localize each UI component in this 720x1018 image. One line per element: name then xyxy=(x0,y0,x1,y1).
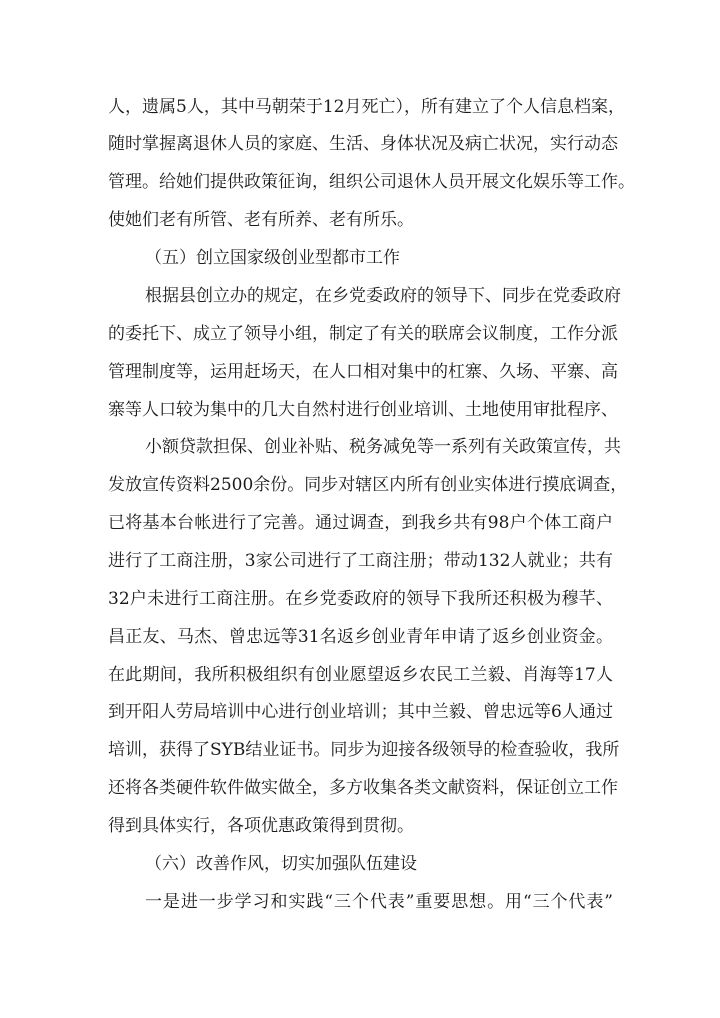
paragraph-line: 发放宣传资料2500余份。同步对辖区内所有创业实体进行摸底调查， xyxy=(108,475,628,495)
paragraph-line: 还将各类硬件软件做实做全，多方收集各类文献资料，保证创立工作 xyxy=(108,778,618,798)
paragraph-line: 在此期间，我所积极组织有创业愿望返乡农民工兰毅、肖海等17人 xyxy=(108,665,613,685)
paragraph-line: 寨等人口较为集中的几大自然村进行创业培训、土地使用审批程序、 xyxy=(108,400,618,420)
paragraph-line: 人，遗属5人，其中马朝荣于12月死亡），所有建立了个人信息档案， xyxy=(108,97,625,117)
paragraph-line: 管理制度等，运用赶场天，在人口相对集中的杠寨、久场、平寨、高 xyxy=(108,362,618,382)
paragraph-line: 使她们老有所管、老有所养、老有所乐。 xyxy=(108,210,414,230)
paragraph-line: 培训，获得了SYB结业证书。同步为迎接各级领导的检查验收，我所 xyxy=(108,740,620,760)
paragraph-line: 一是进一步学习和实践“三个代表”重要思想。用“三个代表” xyxy=(145,892,613,912)
section-heading: （五）创立国家级创业型都市工作 xyxy=(145,248,400,268)
paragraph-line: 得到具体实行，各项优惠政策得到贯彻。 xyxy=(108,816,414,836)
paragraph-line: 进行了工商注册，3家公司进行了工商注册；带动132人就业；共有 xyxy=(108,551,613,571)
paragraph-line: 已将基本台帐进行了完善。通过调查，到我乡共有98户个体工商户 xyxy=(108,513,613,533)
paragraph-line: 根据县创立办的规定，在乡党委政府的领导下、同步在党委政府 xyxy=(145,286,621,306)
paragraph-line: 随时掌握离退休人员的家庭、生活、身体状况及病亡状况，实行动态 xyxy=(108,134,618,154)
paragraph-line: 32户未进行工商注册。在乡党委政府的领导下我所还积极为穆芊、 xyxy=(108,589,613,609)
paragraph-line: 昌正友、马杰、曾忠远等31名返乡创业青年申请了返乡创业资金。 xyxy=(108,627,613,647)
section-heading: （六）改善作风，切实加强队伍建设 xyxy=(145,854,417,874)
paragraph-line: 小额贷款担保、创业补贴、税务减免等一系列有关政策宣传，共 xyxy=(145,437,621,457)
paragraph-line: 的委托下、成立了领导小组，制定了有关的联席会议制度，工作分派 xyxy=(108,324,618,344)
paragraph-line: 管理。给她们提供政策征询，组织公司退休人员开展文化娱乐等工作。 xyxy=(108,172,635,192)
paragraph-line: 到开阳人劳局培训中心进行创业培训；其中兰毅、曾忠远等6人通过 xyxy=(108,702,613,722)
